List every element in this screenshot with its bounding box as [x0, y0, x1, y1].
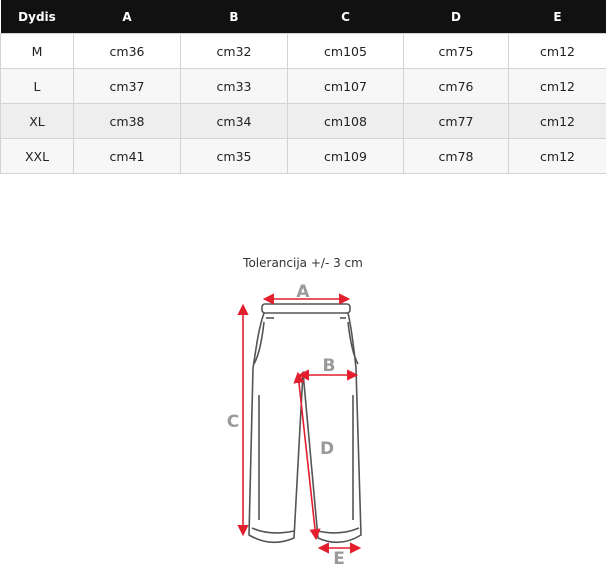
value-cell: cm36: [74, 34, 181, 69]
value-cell: cm37: [74, 69, 181, 104]
table-row: [1, 69, 606, 104]
value-cell: cm78: [404, 139, 509, 174]
size-cell: XL: [1, 104, 74, 139]
label-e: E: [333, 549, 345, 569]
header-c: C: [288, 0, 404, 34]
value-cell: cm76: [404, 69, 509, 104]
value-cell: cm105: [288, 34, 404, 69]
label-c: C: [226, 412, 240, 432]
header-size: Dydis: [1, 0, 74, 34]
value-cell: cm12: [509, 69, 606, 104]
value-cell: cm108: [288, 104, 404, 139]
value-cell: cm12: [509, 104, 606, 139]
table-row: [1, 104, 606, 139]
header-b: B: [181, 0, 288, 34]
value-cell: cm33: [181, 69, 288, 104]
value-cell: cm41: [74, 139, 181, 174]
value-cell: cm107: [288, 69, 404, 104]
size-chart-table: [0, 0, 606, 174]
tolerance-note: Tolerancija +/- 3 cm: [243, 256, 363, 270]
value-cell: cm77: [404, 104, 509, 139]
value-cell: cm34: [181, 104, 288, 139]
value-cell: cm32: [181, 34, 288, 69]
value-cell: cm35: [181, 139, 288, 174]
table-row: [1, 34, 606, 69]
label-b: B: [322, 356, 336, 376]
size-cell: M: [1, 34, 74, 69]
label-a: A: [296, 282, 310, 302]
pants-outline: [249, 304, 361, 542]
arrow-d: [298, 374, 316, 538]
header-a: A: [74, 0, 181, 34]
label-d: D: [319, 439, 335, 459]
header-e: E: [509, 0, 606, 34]
value-cell: cm12: [509, 34, 606, 69]
size-cell: L: [1, 69, 74, 104]
value-cell: cm109: [288, 139, 404, 174]
value-cell: cm75: [404, 34, 509, 69]
size-cell: XXL: [1, 139, 74, 174]
value-cell: cm12: [509, 139, 606, 174]
table-header-row: [1, 0, 606, 34]
value-cell: cm38: [74, 104, 181, 139]
table-row: [1, 139, 606, 174]
measurement-arrows: [243, 299, 359, 548]
header-d: D: [404, 0, 509, 34]
